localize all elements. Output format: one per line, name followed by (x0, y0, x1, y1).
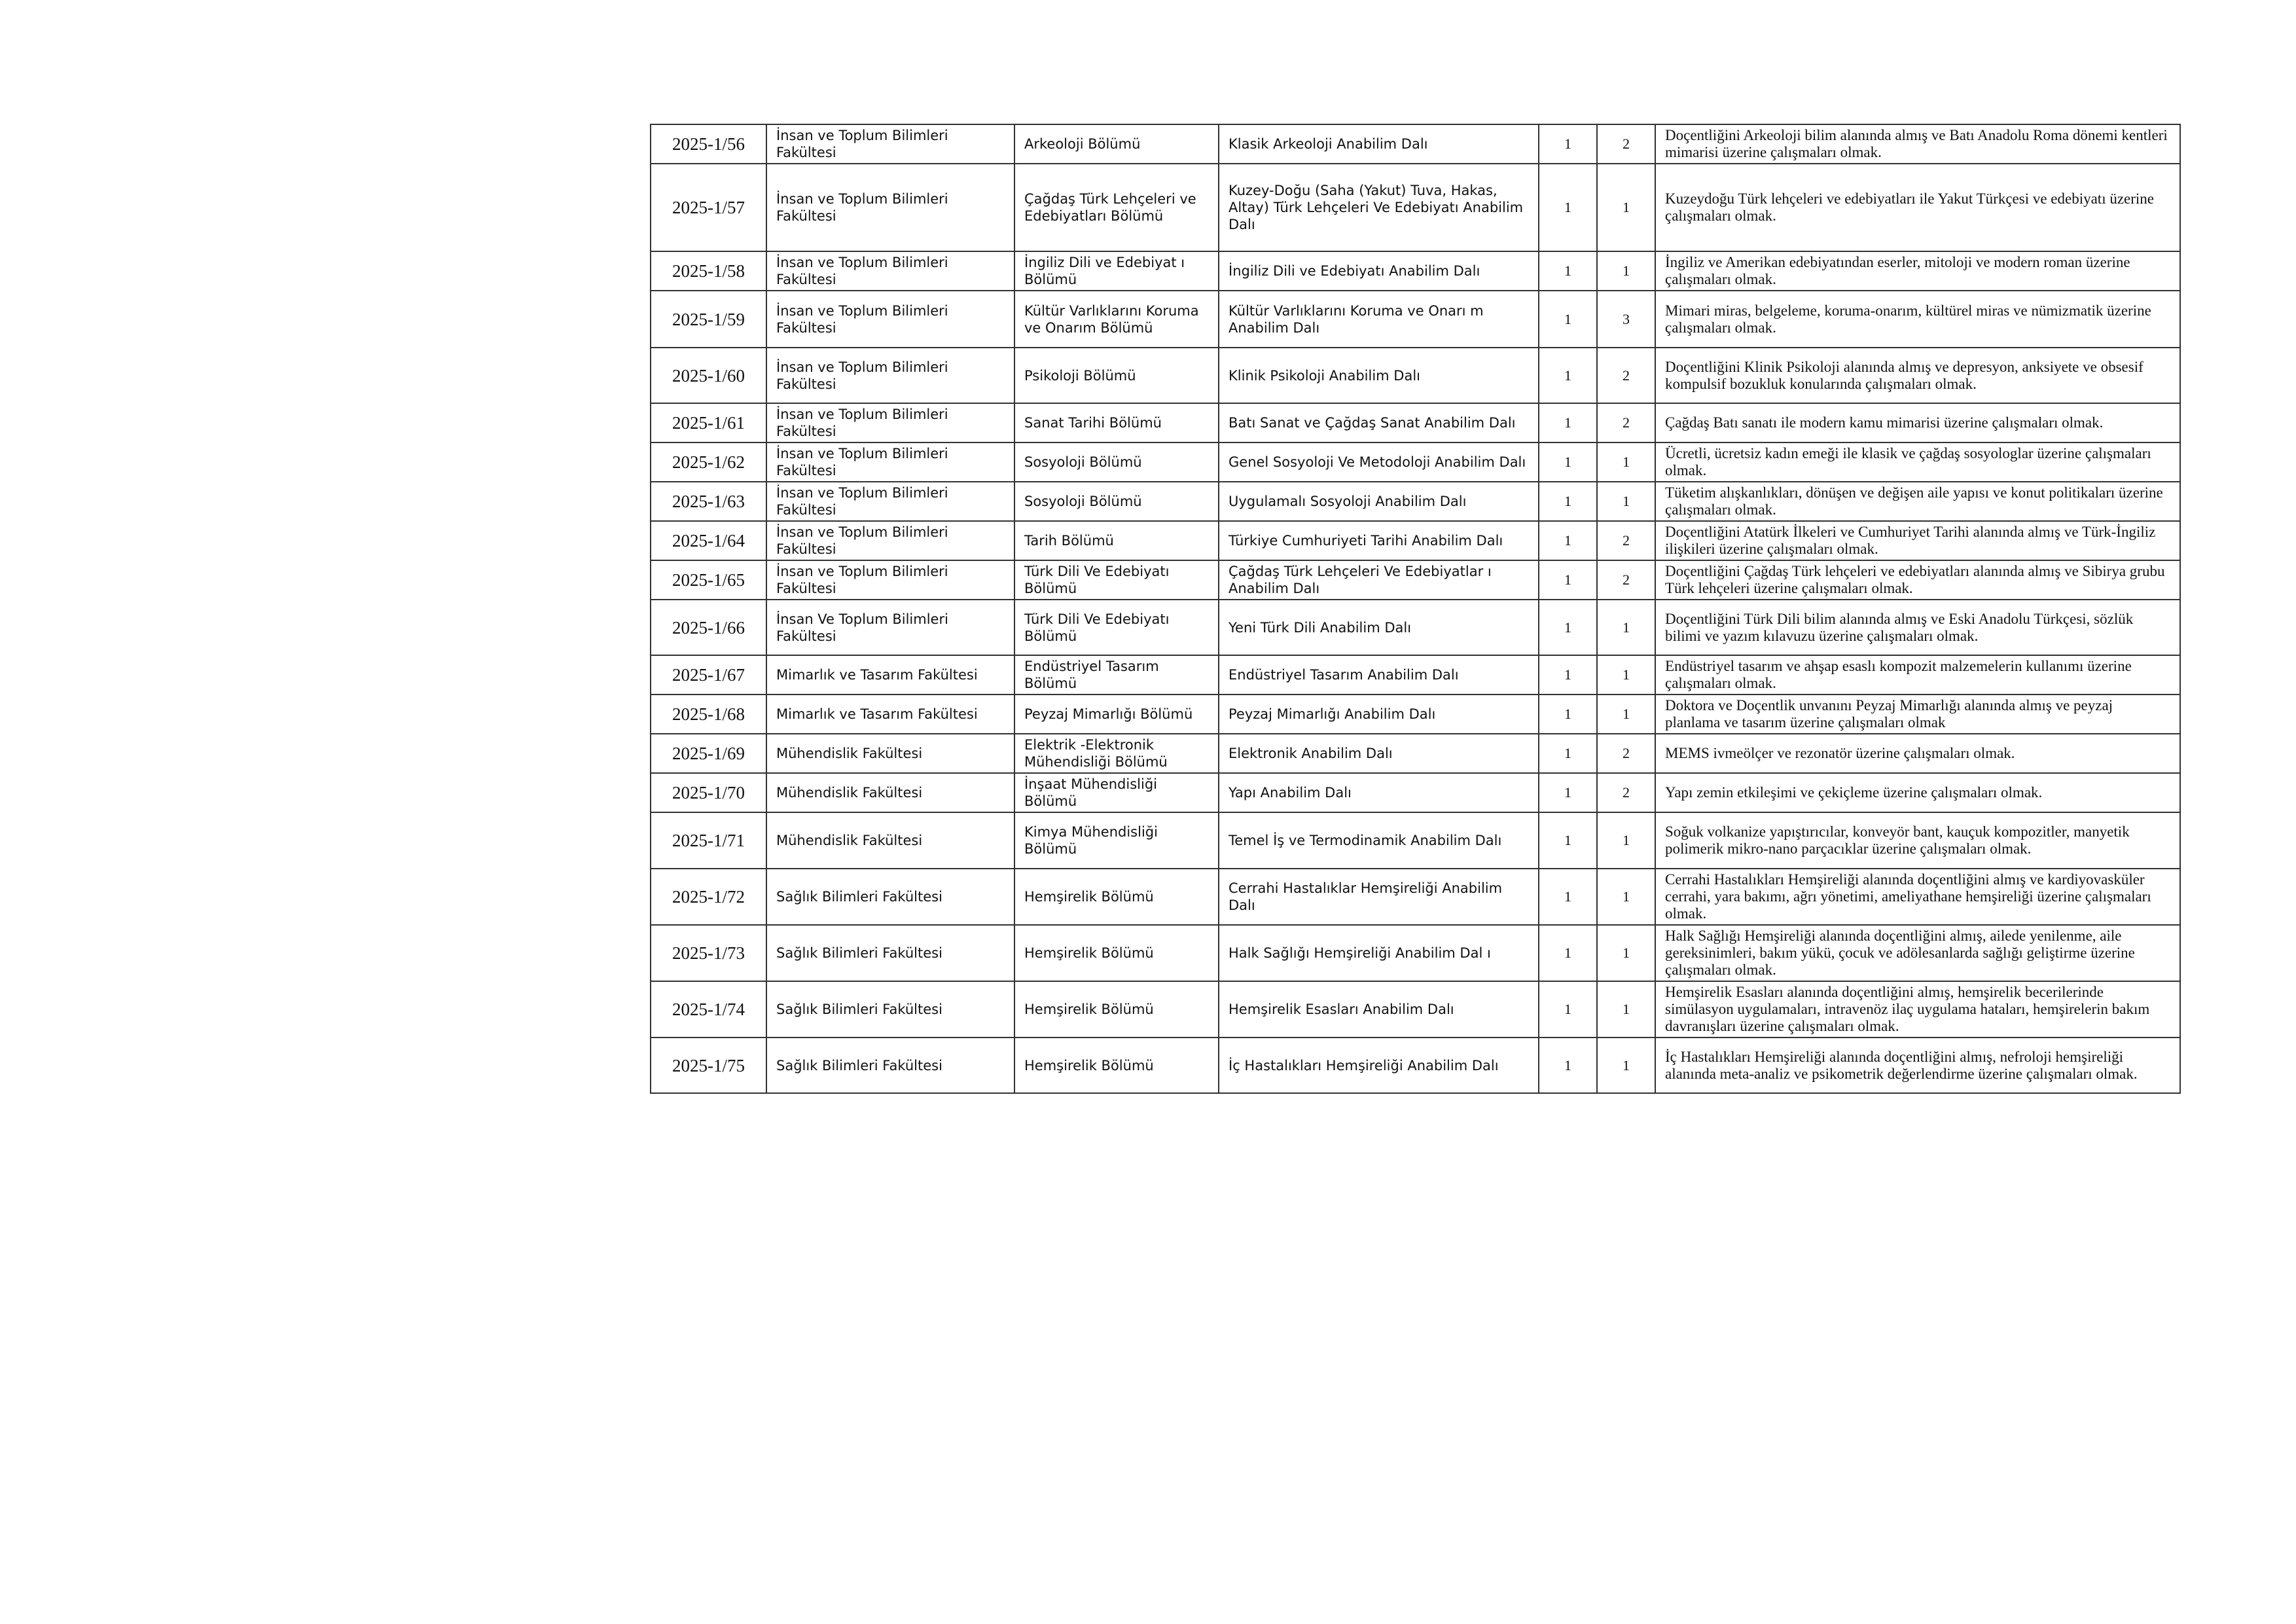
table-row (651, 869, 2180, 925)
cell-requirement: İç Hastalıkları Hemşireliği alanında doçentliğini almış, nefroloji hemşireliği alanında meta-analiz ve psikometrik değerlendirme üzerine çalışmaları olmak. (1655, 1038, 2180, 1093)
cell-division: Temel İş ve Termodinamik Anabilim Dalı (1219, 812, 1539, 869)
cell-position-no: 2025-1/66 (651, 600, 766, 655)
cell-faculty: Mimarlık ve Tasarım Fakültesi (766, 655, 1014, 695)
cell-department: Tarih Bölümü (1014, 521, 1219, 560)
cell-faculty: İnsan ve Toplum Bilimleri Fakültesi (766, 124, 1014, 164)
cell-position-no: 2025-1/58 (651, 251, 766, 291)
cell-faculty: İnsan ve Toplum Bilimleri Fakültesi (766, 521, 1014, 560)
cell-division: Klasik Arkeoloji Anabilim Dalı (1219, 124, 1539, 164)
cell-position-no: 2025-1/56 (651, 124, 766, 164)
cell-position-no: 2025-1/57 (651, 164, 766, 251)
cell-count-2: 2 (1597, 773, 1655, 812)
cell-division: İç Hastalıkları Hemşireliği Anabilim Dalı (1219, 1038, 1539, 1093)
cell-count-1: 1 (1539, 695, 1597, 734)
cell-count-1: 1 (1539, 560, 1597, 600)
cell-requirement: MEMS ivmeölçer ve rezonatör üzerine çalışmaları olmak. (1655, 734, 2180, 773)
cell-count-1: 1 (1539, 291, 1597, 348)
table-row (651, 600, 2180, 655)
table-row (651, 695, 2180, 734)
cell-faculty: İnsan ve Toplum Bilimleri Fakültesi (766, 291, 1014, 348)
cell-position-no: 2025-1/74 (651, 981, 766, 1038)
cell-position-no: 2025-1/64 (651, 521, 766, 560)
cell-position-no: 2025-1/63 (651, 482, 766, 521)
cell-department: Hemşirelik Bölümü (1014, 1038, 1219, 1093)
cell-requirement: Endüstriyel tasarım ve ahşap esaslı kompozit malzemelerin kullanımı üzerine çalışmaları olmak. (1655, 655, 2180, 695)
cell-division: İngiliz Dili ve Edebiyatı Anabilim Dalı (1219, 251, 1539, 291)
cell-count-1: 1 (1539, 773, 1597, 812)
cell-department: Peyzaj Mimarlığı Bölümü (1014, 695, 1219, 734)
table-row (651, 1038, 2180, 1093)
cell-department: Türk Dili Ve Edebiyatı Bölümü (1014, 560, 1219, 600)
cell-count-2: 1 (1597, 164, 1655, 251)
cell-position-no: 2025-1/65 (651, 560, 766, 600)
cell-count-1: 1 (1539, 521, 1597, 560)
cell-division: Kuzey-Doğu (Saha (Yakut) Tuva, Hakas, Altay) Türk Lehçeleri Ve Edebiyatı Anabilim Dalı (1219, 164, 1539, 251)
cell-department: Kimya Mühendisliği Bölümü (1014, 812, 1219, 869)
cell-position-no: 2025-1/70 (651, 773, 766, 812)
cell-count-1: 1 (1539, 164, 1597, 251)
cell-division: Halk Sağlığı Hemşireliği Anabilim Dal ı (1219, 925, 1539, 981)
cell-count-2: 2 (1597, 403, 1655, 442)
cell-department: Sanat Tarihi Bölümü (1014, 403, 1219, 442)
cell-faculty: Mühendislik Fakültesi (766, 812, 1014, 869)
table-row (651, 251, 2180, 291)
cell-position-no: 2025-1/72 (651, 869, 766, 925)
cell-requirement: İngiliz ve Amerikan edebiyatından eserler, mitoloji ve modern roman üzerine çalışmaları olmak. (1655, 251, 2180, 291)
cell-requirement: Doçentliğini Arkeoloji bilim alanında almış ve Batı Anadolu Roma dönemi kentleri mimarisi üzerine çalışmaları olmak. (1655, 124, 2180, 164)
cell-department: Psikoloji Bölümü (1014, 348, 1219, 403)
cell-position-no: 2025-1/61 (651, 403, 766, 442)
cell-count-2: 1 (1597, 655, 1655, 695)
cell-division: Peyzaj Mimarlığı Anabilim Dalı (1219, 695, 1539, 734)
table-row (651, 560, 2180, 600)
cell-department: Arkeoloji Bölümü (1014, 124, 1219, 164)
cell-department: Hemşirelik Bölümü (1014, 925, 1219, 981)
cell-division: Yeni Türk Dili Anabilim Dalı (1219, 600, 1539, 655)
cell-division: Yapı Anabilim Dalı (1219, 773, 1539, 812)
cell-position-no: 2025-1/73 (651, 925, 766, 981)
cell-position-no: 2025-1/59 (651, 291, 766, 348)
cell-count-2: 1 (1597, 869, 1655, 925)
cell-division: Türkiye Cumhuriyeti Tarihi Anabilim Dalı (1219, 521, 1539, 560)
cell-faculty: İnsan ve Toplum Bilimleri Fakültesi (766, 348, 1014, 403)
cell-faculty: Mimarlık ve Tasarım Fakültesi (766, 695, 1014, 734)
cell-division: Elektronik Anabilim Dalı (1219, 734, 1539, 773)
cell-department: Çağdaş Türk Lehçeleri ve Edebiyatları Bölümü (1014, 164, 1219, 251)
cell-requirement: Cerrahi Hastalıkları Hemşireliği alanında doçentliğini almış ve kardiyovasküler cerrahi, yara bakımı, ağrı yönetimi, ameliyathane hemşireliği üzerine çalışmaları olmak. (1655, 869, 2180, 925)
table-body (651, 124, 2180, 1093)
cell-count-1: 1 (1539, 734, 1597, 773)
cell-faculty: İnsan ve Toplum Bilimleri Fakültesi (766, 164, 1014, 251)
cell-count-2: 2 (1597, 521, 1655, 560)
cell-requirement: Hemşirelik Esasları alanında doçentliğini almış, hemşirelik becerilerinde simülasyon uygulamaları, intravenöz ilaç uygulama hataları, hemşirelerin bakım davranışları üzerine çalışmaları olmak. (1655, 981, 2180, 1038)
cell-division: Uygulamalı Sosyoloji Anabilim Dalı (1219, 482, 1539, 521)
cell-department: Elektrik -Elektronik Mühendisliği Bölümü (1014, 734, 1219, 773)
cell-count-1: 1 (1539, 251, 1597, 291)
cell-division: Klinik Psikoloji Anabilim Dalı (1219, 348, 1539, 403)
cell-requirement: Ücretli, ücretsiz kadın emeği ile klasik ve çağdaş sosyologlar üzerine çalışmaları olmak. (1655, 442, 2180, 482)
cell-requirement: Doçentliğini Çağdaş Türk lehçeleri ve edebiyatları alanında almış ve Sibirya grubu Türk lehçeleri üzerine çalışmaları olmak. (1655, 560, 2180, 600)
table-row (651, 164, 2180, 251)
cell-department: Hemşirelik Bölümü (1014, 869, 1219, 925)
cell-faculty: İnsan Ve Toplum Bilimleri Fakültesi (766, 600, 1014, 655)
cell-department: Sosyoloji Bölümü (1014, 442, 1219, 482)
cell-count-1: 1 (1539, 600, 1597, 655)
table-row (651, 812, 2180, 869)
cell-position-no: 2025-1/62 (651, 442, 766, 482)
cell-requirement: Doktora ve Doçentlik unvanını Peyzaj Mimarlığı alanında almış ve peyzaj planlama ve tasarım üzerine çalışmaları olmak (1655, 695, 2180, 734)
cell-faculty: Sağlık Bilimleri Fakültesi (766, 981, 1014, 1038)
cell-count-1: 1 (1539, 482, 1597, 521)
cell-division: Hemşirelik Esasları Anabilim Dalı (1219, 981, 1539, 1038)
cell-division: Cerrahi Hastalıklar Hemşireliği Anabilim Dalı (1219, 869, 1539, 925)
cell-count-2: 1 (1597, 482, 1655, 521)
cell-count-1: 1 (1539, 1038, 1597, 1093)
cell-department: Türk Dili Ve Edebiyatı Bölümü (1014, 600, 1219, 655)
cell-faculty: İnsan ve Toplum Bilimleri Fakültesi (766, 482, 1014, 521)
cell-count-1: 1 (1539, 812, 1597, 869)
cell-requirement: Doçentliğini Atatürk İlkeleri ve Cumhuriyet Tarihi alanında almış ve Türk-İngiliz ilişkileri üzerine çalışmaları olmak. (1655, 521, 2180, 560)
cell-faculty: Sağlık Bilimleri Fakültesi (766, 925, 1014, 981)
cell-count-2: 2 (1597, 734, 1655, 773)
cell-count-1: 1 (1539, 981, 1597, 1038)
cell-count-2: 2 (1597, 124, 1655, 164)
cell-department: Sosyoloji Bölümü (1014, 482, 1219, 521)
cell-faculty: İnsan ve Toplum Bilimleri Fakültesi (766, 442, 1014, 482)
cell-count-2: 1 (1597, 1038, 1655, 1093)
cell-count-1: 1 (1539, 348, 1597, 403)
table-row (651, 925, 2180, 981)
cell-department: İnşaat Mühendisliği Bölümü (1014, 773, 1219, 812)
cell-position-no: 2025-1/71 (651, 812, 766, 869)
cell-count-2: 1 (1597, 812, 1655, 869)
table-row (651, 124, 2180, 164)
cell-faculty: İnsan ve Toplum Bilimleri Fakültesi (766, 403, 1014, 442)
cell-count-1: 1 (1539, 925, 1597, 981)
cell-faculty: İnsan ve Toplum Bilimleri Fakültesi (766, 251, 1014, 291)
cell-department: Hemşirelik Bölümü (1014, 981, 1219, 1038)
cell-requirement: Halk Sağlığı Hemşireliği alanında doçentliğini almış, ailede yenilenme, aile gereksinimleri, bakım yükü, çocuk ve adölesanlarda sağlığı geliştirme üzerine çalışmaları olmak. (1655, 925, 2180, 981)
cell-division: Endüstriyel Tasarım Anabilim Dalı (1219, 655, 1539, 695)
cell-count-2: 3 (1597, 291, 1655, 348)
cell-count-1: 1 (1539, 655, 1597, 695)
cell-count-2: 1 (1597, 925, 1655, 981)
cell-position-no: 2025-1/69 (651, 734, 766, 773)
table-row (651, 482, 2180, 521)
table-row (651, 291, 2180, 348)
cell-count-2: 1 (1597, 442, 1655, 482)
table-row (651, 981, 2180, 1038)
table-row (651, 521, 2180, 560)
cell-position-no: 2025-1/67 (651, 655, 766, 695)
cell-faculty: İnsan ve Toplum Bilimleri Fakültesi (766, 560, 1014, 600)
cell-requirement: Doçentliğini Klinik Psikoloji alanında almış ve depresyon, anksiyete ve obsesif kompulsif bozukluk konularında çalışmaları olmak. (1655, 348, 2180, 403)
cell-count-2: 2 (1597, 560, 1655, 600)
cell-position-no: 2025-1/60 (651, 348, 766, 403)
cell-count-2: 1 (1597, 695, 1655, 734)
cell-count-1: 1 (1539, 403, 1597, 442)
cell-requirement: Yapı zemin etkileşimi ve çekiçleme üzerine çalışmaları olmak. (1655, 773, 2180, 812)
cell-count-2: 1 (1597, 251, 1655, 291)
cell-department: Endüstriyel Tasarım Bölümü (1014, 655, 1219, 695)
cell-requirement: Doçentliğini Türk Dili bilim alanında almış ve Eski Anadolu Türkçesi, sözlük bilimi ve yazım kılavuzu üzerine çalışmaları olmak. (1655, 600, 2180, 655)
cell-requirement: Kuzeydoğu Türk lehçeleri ve edebiyatları ile Yakut Türkçesi ve edebiyatı üzerine çalışmaları olmak. (1655, 164, 2180, 251)
cell-requirement: Çağdaş Batı sanatı ile modern kamu mimarisi üzerine çalışmaları olmak. (1655, 403, 2180, 442)
cell-position-no: 2025-1/75 (651, 1038, 766, 1093)
cell-count-2: 2 (1597, 348, 1655, 403)
table-row (651, 655, 2180, 695)
cell-division: Çağdaş Türk Lehçeleri Ve Edebiyatlar ı Anabilim Dalı (1219, 560, 1539, 600)
table-row (651, 734, 2180, 773)
cell-division: Batı Sanat ve Çağdaş Sanat Anabilim Dalı (1219, 403, 1539, 442)
cell-count-2: 1 (1597, 981, 1655, 1038)
cell-count-1: 1 (1539, 869, 1597, 925)
table-row (651, 403, 2180, 442)
cell-count-1: 1 (1539, 442, 1597, 482)
cell-requirement: Mimari miras, belgeleme, koruma-onarım, kültürel miras ve nümizmatik üzerine çalışmaları olmak. (1655, 291, 2180, 348)
cell-department: İngiliz Dili ve Edebiyat ı Bölümü (1014, 251, 1219, 291)
cell-faculty: Mühendislik Fakültesi (766, 734, 1014, 773)
cell-division: Kültür Varlıklarını Koruma ve Onarı m Anabilim Dalı (1219, 291, 1539, 348)
cell-faculty: Sağlık Bilimleri Fakültesi (766, 869, 1014, 925)
table-row (651, 442, 2180, 482)
cell-position-no: 2025-1/68 (651, 695, 766, 734)
cell-count-2: 1 (1597, 600, 1655, 655)
cell-requirement: Soğuk volkanize yapıştırıcılar, konveyör bant, kauçuk kompozitler, manyetik polimerik mikro-nano parçacıklar üzerine çalışmaları olmak. (1655, 812, 2180, 869)
table-row (651, 348, 2180, 403)
cell-department: Kültür Varlıklarını Koruma ve Onarım Bölümü (1014, 291, 1219, 348)
positions-table (650, 124, 2181, 1094)
cell-faculty: Sağlık Bilimleri Fakültesi (766, 1038, 1014, 1093)
cell-division: Genel Sosyoloji Ve Metodoloji Anabilim Dalı (1219, 442, 1539, 482)
cell-requirement: Tüketim alışkanlıkları, dönüşen ve değişen aile yapısı ve konut politikaları üzerine çalışmaları olmak. (1655, 482, 2180, 521)
cell-faculty: Mühendislik Fakültesi (766, 773, 1014, 812)
cell-count-1: 1 (1539, 124, 1597, 164)
table-row (651, 773, 2180, 812)
